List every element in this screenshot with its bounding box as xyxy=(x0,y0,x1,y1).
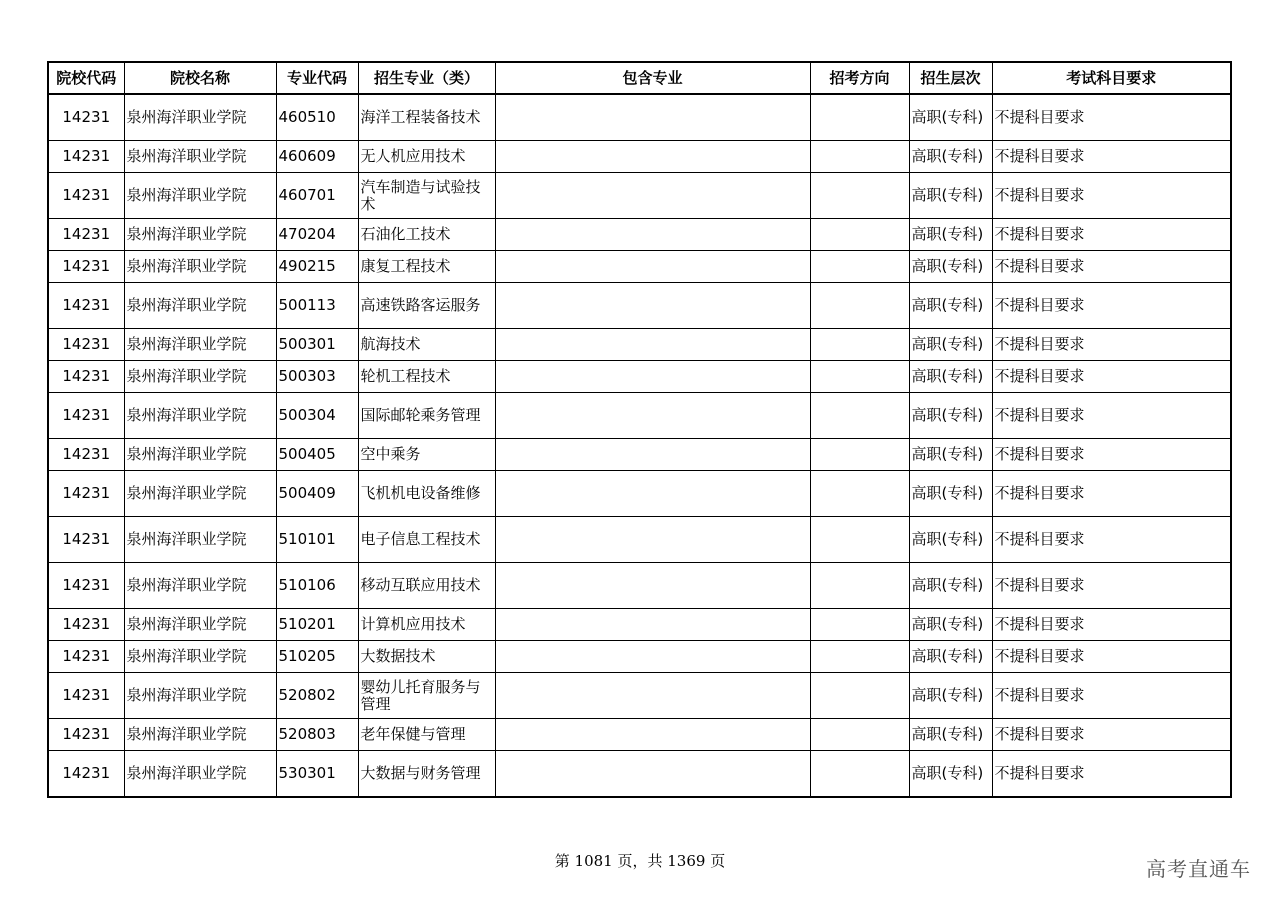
cell-requirement: 不提科目要求 xyxy=(992,283,1231,329)
cell-included-majors xyxy=(495,609,810,641)
cell-school-code: 14231 xyxy=(48,517,124,563)
cell-school-code: 14231 xyxy=(48,329,124,361)
table-row xyxy=(48,94,1231,141)
cell-school-name: 泉州海洋职业学院 xyxy=(124,393,276,439)
cell-included-majors xyxy=(495,329,810,361)
cell-major-code: 520802 xyxy=(276,673,358,719)
table-row xyxy=(48,361,1231,393)
cell-direction xyxy=(810,673,909,719)
cell-major-code: 530301 xyxy=(276,751,358,798)
cell-school-name: 泉州海洋职业学院 xyxy=(124,609,276,641)
cell-school-name: 泉州海洋职业学院 xyxy=(124,471,276,517)
cell-direction xyxy=(810,94,909,141)
cell-level: 高职(专科) xyxy=(909,329,992,361)
header-major: 招生专业（类） xyxy=(358,62,495,94)
cell-requirement: 不提科目要求 xyxy=(992,563,1231,609)
cell-school-name: 泉州海洋职业学院 xyxy=(124,251,276,283)
cell-included-majors xyxy=(495,94,810,141)
cell-requirement: 不提科目要求 xyxy=(992,219,1231,251)
cell-school-name: 泉州海洋职业学院 xyxy=(124,283,276,329)
cell-major-code: 510201 xyxy=(276,609,358,641)
header-major-code: 专业代码 xyxy=(276,62,358,94)
cell-school-code: 14231 xyxy=(48,751,124,798)
table-row xyxy=(48,751,1231,798)
cell-school-code: 14231 xyxy=(48,471,124,517)
cell-school-code: 14231 xyxy=(48,439,124,471)
cell-school-code: 14231 xyxy=(48,641,124,673)
cell-major: 海洋工程装备技术 xyxy=(358,94,495,141)
cell-major: 婴幼儿托育服务与管理 xyxy=(358,673,495,719)
cell-requirement: 不提科目要求 xyxy=(992,251,1231,283)
table-row xyxy=(48,141,1231,173)
cell-school-name: 泉州海洋职业学院 xyxy=(124,641,276,673)
cell-major-code: 490215 xyxy=(276,251,358,283)
cell-school-name: 泉州海洋职业学院 xyxy=(124,439,276,471)
cell-school-name: 泉州海洋职业学院 xyxy=(124,141,276,173)
cell-level: 高职(专科) xyxy=(909,751,992,798)
cell-included-majors xyxy=(495,141,810,173)
cell-level: 高职(专科) xyxy=(909,719,992,751)
cell-included-majors xyxy=(495,173,810,219)
cell-level: 高职(专科) xyxy=(909,219,992,251)
table-row xyxy=(48,609,1231,641)
cell-school-code: 14231 xyxy=(48,283,124,329)
cell-school-name: 泉州海洋职业学院 xyxy=(124,517,276,563)
cell-direction xyxy=(810,719,909,751)
cell-level: 高职(专科) xyxy=(909,609,992,641)
cell-school-name: 泉州海洋职业学院 xyxy=(124,673,276,719)
table-row xyxy=(48,283,1231,329)
cell-major: 航海技术 xyxy=(358,329,495,361)
cell-included-majors xyxy=(495,393,810,439)
cell-level: 高职(专科) xyxy=(909,471,992,517)
cell-direction xyxy=(810,471,909,517)
cell-included-majors xyxy=(495,471,810,517)
cell-direction xyxy=(810,563,909,609)
cell-major: 康复工程技术 xyxy=(358,251,495,283)
page-number: 第 1081 页，共 1369 页 xyxy=(554,852,726,870)
cell-school-code: 14231 xyxy=(48,251,124,283)
cell-requirement: 不提科目要求 xyxy=(992,641,1231,673)
cell-level: 高职(专科) xyxy=(909,361,992,393)
cell-requirement: 不提科目要求 xyxy=(992,361,1231,393)
cell-included-majors xyxy=(495,361,810,393)
header-requirement: 考试科目要求 xyxy=(992,62,1231,94)
header-school-name: 院校名称 xyxy=(124,62,276,94)
table-row xyxy=(48,393,1231,439)
table-row xyxy=(48,563,1231,609)
cell-major: 大数据技术 xyxy=(358,641,495,673)
cell-major: 计算机应用技术 xyxy=(358,609,495,641)
cell-major: 汽车制造与试验技术 xyxy=(358,173,495,219)
cell-major-code: 510101 xyxy=(276,517,358,563)
cell-direction xyxy=(810,329,909,361)
table-row xyxy=(48,439,1231,471)
cell-requirement: 不提科目要求 xyxy=(992,673,1231,719)
cell-requirement: 不提科目要求 xyxy=(992,719,1231,751)
table-row xyxy=(48,517,1231,563)
cell-major: 石油化工技术 xyxy=(358,219,495,251)
cell-requirement: 不提科目要求 xyxy=(992,173,1231,219)
cell-direction xyxy=(810,141,909,173)
cell-direction xyxy=(810,173,909,219)
cell-major: 国际邮轮乘务管理 xyxy=(358,393,495,439)
cell-school-name: 泉州海洋职业学院 xyxy=(124,94,276,141)
cell-major-code: 510106 xyxy=(276,563,358,609)
cell-major: 飞机机电设备维修 xyxy=(358,471,495,517)
cell-school-code: 14231 xyxy=(48,173,124,219)
cell-school-name: 泉州海洋职业学院 xyxy=(124,361,276,393)
cell-level: 高职(专科) xyxy=(909,517,992,563)
header-row xyxy=(48,62,1231,94)
table-row xyxy=(48,173,1231,219)
cell-included-majors xyxy=(495,673,810,719)
cell-major: 无人机应用技术 xyxy=(358,141,495,173)
cell-requirement: 不提科目要求 xyxy=(992,471,1231,517)
cell-major: 轮机工程技术 xyxy=(358,361,495,393)
table-row xyxy=(48,719,1231,751)
admissions-table xyxy=(47,61,1232,798)
cell-school-name: 泉州海洋职业学院 xyxy=(124,751,276,798)
cell-school-code: 14231 xyxy=(48,94,124,141)
cell-level: 高职(专科) xyxy=(909,673,992,719)
cell-direction xyxy=(810,393,909,439)
cell-level: 高职(专科) xyxy=(909,94,992,141)
cell-school-code: 14231 xyxy=(48,609,124,641)
watermark-text: 高考直通车 xyxy=(1146,857,1251,881)
cell-direction xyxy=(810,751,909,798)
cell-level: 高职(专科) xyxy=(909,393,992,439)
cell-school-code: 14231 xyxy=(48,141,124,173)
cell-requirement: 不提科目要求 xyxy=(992,329,1231,361)
cell-level: 高职(专科) xyxy=(909,141,992,173)
header-level: 招生层次 xyxy=(909,62,992,94)
cell-direction xyxy=(810,641,909,673)
table-row xyxy=(48,251,1231,283)
cell-major: 移动互联应用技术 xyxy=(358,563,495,609)
table-row xyxy=(48,329,1231,361)
table-row xyxy=(48,641,1231,673)
cell-direction xyxy=(810,251,909,283)
cell-level: 高职(专科) xyxy=(909,283,992,329)
table-row xyxy=(48,219,1231,251)
table-row xyxy=(48,673,1231,719)
cell-major-code: 500303 xyxy=(276,361,358,393)
cell-requirement: 不提科目要求 xyxy=(992,751,1231,798)
cell-major-code: 520803 xyxy=(276,719,358,751)
cell-school-name: 泉州海洋职业学院 xyxy=(124,219,276,251)
cell-included-majors xyxy=(495,517,810,563)
cell-major-code: 510205 xyxy=(276,641,358,673)
cell-school-code: 14231 xyxy=(48,673,124,719)
cell-direction xyxy=(810,439,909,471)
cell-direction xyxy=(810,219,909,251)
table-body xyxy=(48,94,1231,797)
header-included-majors: 包含专业 xyxy=(495,62,810,94)
cell-requirement: 不提科目要求 xyxy=(992,141,1231,173)
cell-included-majors xyxy=(495,283,810,329)
table-row xyxy=(48,471,1231,517)
cell-school-code: 14231 xyxy=(48,361,124,393)
cell-included-majors xyxy=(495,719,810,751)
header-school-code: 院校代码 xyxy=(48,62,124,94)
cell-direction xyxy=(810,361,909,393)
cell-direction xyxy=(810,517,909,563)
cell-major: 空中乘务 xyxy=(358,439,495,471)
cell-major-code: 470204 xyxy=(276,219,358,251)
cell-requirement: 不提科目要求 xyxy=(992,439,1231,471)
cell-major-code: 460609 xyxy=(276,141,358,173)
cell-school-name: 泉州海洋职业学院 xyxy=(124,563,276,609)
cell-school-code: 14231 xyxy=(48,563,124,609)
cell-requirement: 不提科目要求 xyxy=(992,609,1231,641)
cell-major: 电子信息工程技术 xyxy=(358,517,495,563)
cell-level: 高职(专科) xyxy=(909,173,992,219)
cell-school-name: 泉州海洋职业学院 xyxy=(124,329,276,361)
cell-major-code: 460701 xyxy=(276,173,358,219)
cell-school-code: 14231 xyxy=(48,219,124,251)
cell-major: 高速铁路客运服务 xyxy=(358,283,495,329)
cell-direction xyxy=(810,609,909,641)
cell-direction xyxy=(810,283,909,329)
cell-level: 高职(专科) xyxy=(909,251,992,283)
cell-level: 高职(专科) xyxy=(909,641,992,673)
cell-included-majors xyxy=(495,219,810,251)
cell-major-code: 500405 xyxy=(276,439,358,471)
cell-school-name: 泉州海洋职业学院 xyxy=(124,719,276,751)
cell-included-majors xyxy=(495,641,810,673)
cell-level: 高职(专科) xyxy=(909,439,992,471)
cell-included-majors xyxy=(495,563,810,609)
cell-major: 大数据与财务管理 xyxy=(358,751,495,798)
cell-requirement: 不提科目要求 xyxy=(992,94,1231,141)
cell-school-code: 14231 xyxy=(48,719,124,751)
cell-school-name: 泉州海洋职业学院 xyxy=(124,173,276,219)
cell-level: 高职(专科) xyxy=(909,563,992,609)
cell-major-code: 460510 xyxy=(276,94,358,141)
cell-included-majors xyxy=(495,439,810,471)
cell-requirement: 不提科目要求 xyxy=(992,393,1231,439)
cell-major-code: 500304 xyxy=(276,393,358,439)
cell-included-majors xyxy=(495,251,810,283)
cell-major-code: 500409 xyxy=(276,471,358,517)
cell-included-majors xyxy=(495,751,810,798)
cell-major-code: 500113 xyxy=(276,283,358,329)
header-direction: 招考方向 xyxy=(810,62,909,94)
cell-major: 老年保健与管理 xyxy=(358,719,495,751)
cell-school-code: 14231 xyxy=(48,393,124,439)
cell-requirement: 不提科目要求 xyxy=(992,517,1231,563)
cell-major-code: 500301 xyxy=(276,329,358,361)
